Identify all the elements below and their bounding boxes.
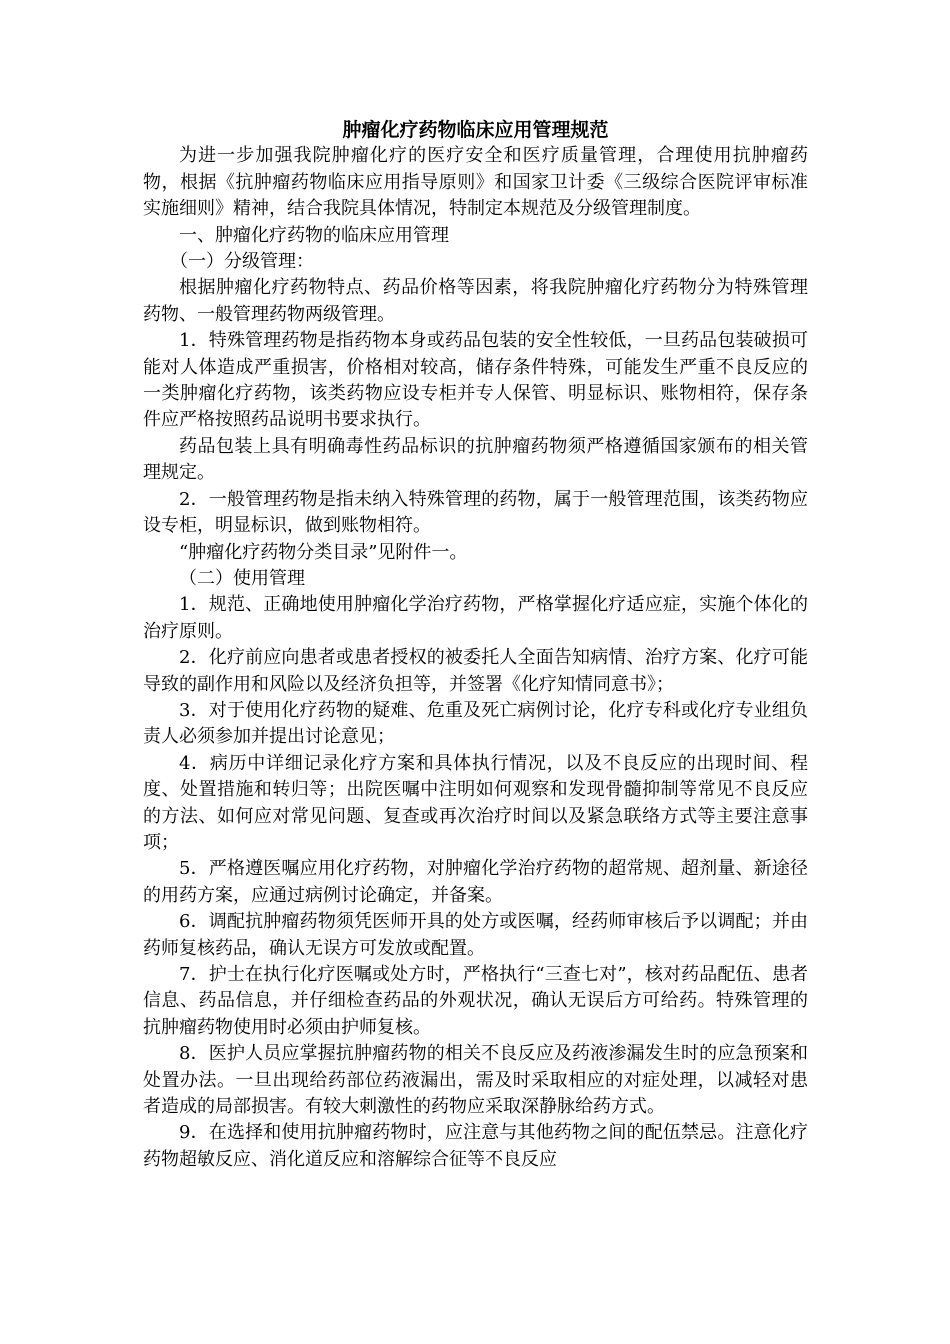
paragraph: 9．在选择和使用抗肿瘤药物时，应注意与其他药物之间的配伍禁忌。注意化疗药物超敏反应、消化道反应和溶解综合征等不良反应 xyxy=(143,1122,808,1170)
paragraph: 1．规范、正确地使用肿瘤化学治疗药物，严格掌握化疗适应症，实施个体化的治疗原则。 xyxy=(143,594,808,642)
paragraph: 4．病历中详细记录化疗方案和具体执行情况，以及不良反应的出现时间、程度、处置措施和转归等；出院医嘱中注明如何观察和发现骨髓抑制等常见不良反应的方法、如何应对常见问题、复查或再次治疗时间以及紧急联络方式等主要注意事项； xyxy=(143,752,808,853)
paragraph: 2．一般管理药物是指未纳入特殊管理的药物，属于一般管理范围，该类药物应设专柜，明显标识，做到账物相符。 xyxy=(143,488,808,537)
paragraph: 2．化疗前应向患者或患者授权的被委托人全面告知病情、治疗方案、化疗可能导致的副作用和风险以及经济负担等，并签署《化疗知情同意书》； xyxy=(143,647,808,695)
paragraph-intro: 为进一步加强我院肿瘤化疗的医疗安全和医疗质量管理，合理使用抗肿瘤药物，根据《抗肿瘤药物临床应用指导原则》和国家卫计委《三级综合医院评审标准实施细则》精神，结合我院具体情况，特制定本规范及分级管理制度。 xyxy=(143,145,808,220)
subsection-heading-2: （二）使用管理 xyxy=(179,567,305,589)
subsection-heading-1: （一）分级管理： xyxy=(170,251,314,273)
paragraph: 6．调配抗肿瘤药物须凭医师开具的处方或医嘱，经药师审核后予以调配；并由药师复核药品，确认无误方可发放或配置。 xyxy=(143,911,808,959)
paragraph: 药品包装上具有明确毒性药品标识的抗肿瘤药物须严格遵循国家颁布的相关管理规定。 xyxy=(143,435,808,484)
document-page xyxy=(143,117,808,1173)
paragraph: 8．医护人员应掌握抗肿瘤药物的相关不良反应及药液渗漏发生时的应急预案和处置办法。一旦出现给药部位药液漏出，需及时采取相应的对症处理，以减轻对患者造成的局部损害。有较大刺激性的药物应采取深静脉给药方式。 xyxy=(143,1043,808,1118)
paragraph: “肿瘤化疗药物分类目录”见附件一。 xyxy=(179,541,468,563)
paragraph: 3．对于使用化疗药物的疑难、危重及死亡病例讨论，化疗专科或化疗专业组负责人必须参加并提出讨论意见； xyxy=(143,699,808,748)
document-title: 肿瘤化疗药物临床应用管理规范 xyxy=(342,119,609,141)
paragraph: 1．特殊管理药物是指药物本身或药品包装的安全性较低，一旦药品包装破损可能对人体造成严重损害，价格相对较高，储存条件特殊，可能发生严重不良反应的一类肿瘤化疗药物，该类药物应设专柜并专人保管、明显标识、账物相符，保存条件应严格按照药品说明书要求执行。 xyxy=(143,330,808,431)
paragraph: 根据肿瘤化疗药物特点、药品价格等因素，将我院肿瘤化疗药物分为特殊管理药物、一般管理药物两级管理。 xyxy=(143,277,808,325)
paragraph: 7．护士在执行化疗医嘱或处方时，严格执行“三查七对”，核对药品配伍、患者信息、药品信息，并仔细检查药品的外观状况，确认无误后方可给药。特殊管理的抗肿瘤药物使用时必须由护师复核。 xyxy=(143,964,808,1038)
section-heading-1: 一、肿瘤化疗药物的临床应用管理 xyxy=(179,224,449,246)
paragraph: 5．严格遵医嘱应用化疗药物，对肿瘤化学治疗药物的超常规、超剂量、新途径的用药方案，应通过病例讨论确定，并备案。 xyxy=(143,858,808,906)
